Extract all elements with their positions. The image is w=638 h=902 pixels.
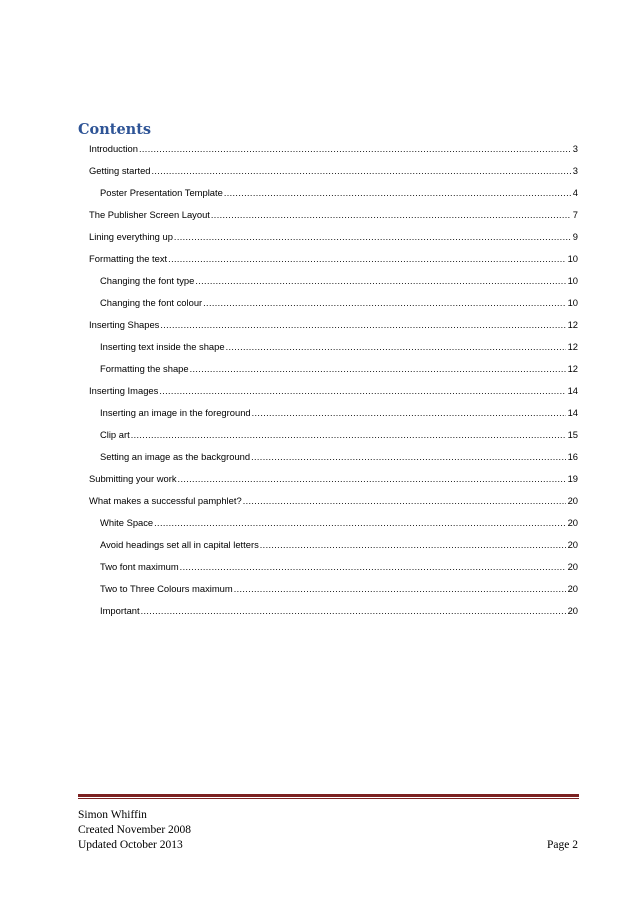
footer: [78, 808, 578, 853]
toc-entry[interactable]: [89, 405, 578, 427]
toc-leader-dots: [226, 339, 566, 355]
toc-entry-page: 3: [572, 143, 578, 154]
toc-entry-page: 7: [572, 209, 578, 220]
toc-leader-dots: [195, 273, 565, 289]
toc-entry-title: Submitting your work: [89, 473, 177, 484]
toc-entry-page: 10: [567, 275, 578, 286]
toc-entry-title: Clip art: [100, 429, 130, 440]
toc-entry-title: Changing the font type: [100, 275, 195, 286]
toc-entry-title: Two to Three Colours maximum: [100, 583, 233, 594]
footer-page-number: Page 2: [547, 839, 578, 851]
toc-entry[interactable]: [89, 537, 578, 559]
toc-entry-title: Poster Presentation Template: [100, 187, 223, 198]
toc-leader-dots: [159, 383, 565, 399]
toc-entry[interactable]: [89, 559, 578, 581]
toc-leader-dots: [224, 185, 571, 201]
footer-rule-thin: [78, 798, 579, 799]
toc-entry-page: 16: [567, 451, 578, 462]
toc-entry-title: What makes a successful pamphlet?: [89, 495, 242, 506]
toc-entry[interactable]: [89, 581, 578, 603]
toc-leader-dots: [251, 449, 565, 465]
toc-entry[interactable]: [89, 163, 578, 185]
toc-entry-page: 10: [567, 253, 578, 264]
toc-entry[interactable]: [89, 339, 578, 361]
toc-entry-page: 12: [567, 319, 578, 330]
toc-entry[interactable]: [89, 229, 578, 251]
toc-entry-page: 3: [572, 165, 578, 176]
toc-entry-page: 12: [567, 341, 578, 352]
toc-leader-dots: [260, 537, 566, 553]
toc-entry-page: 20: [567, 517, 578, 528]
toc-entry-page: 20: [567, 561, 578, 572]
toc-entry-page: 15: [567, 429, 578, 440]
toc-leader-dots: [141, 603, 566, 619]
toc-entry[interactable]: [89, 207, 578, 229]
toc-leader-dots: [243, 493, 566, 509]
toc-entry-page: 14: [567, 385, 578, 396]
toc-entry[interactable]: [89, 141, 578, 163]
toc-entry-title: Inserting Images: [89, 385, 159, 396]
toc-leader-dots: [154, 515, 565, 531]
toc-leader-dots: [234, 581, 566, 597]
toc-leader-dots: [131, 427, 566, 443]
toc-entry-title: Getting started: [89, 165, 151, 176]
toc-entry[interactable]: [89, 295, 578, 317]
toc-leader-dots: [139, 141, 571, 157]
toc-entry[interactable]: [89, 603, 578, 625]
toc-entry-page: 20: [567, 495, 578, 506]
toc-entry-page: 20: [567, 605, 578, 616]
toc-entry-title: Avoid headings set all in capital letters: [100, 539, 259, 550]
toc-leader-dots: [190, 361, 566, 377]
toc-leader-dots: [174, 229, 571, 245]
toc-leader-dots: [203, 295, 565, 311]
toc-entry-title: Introduction: [89, 143, 138, 154]
toc-entry-title: The Publisher Screen Layout: [89, 209, 210, 220]
toc-entry[interactable]: [89, 493, 578, 515]
footer-created: Created November 2008: [78, 824, 192, 836]
table-of-contents: [89, 141, 578, 625]
toc-entry[interactable]: [89, 515, 578, 537]
footer-rule-thick: [78, 794, 579, 797]
toc-entry-page: 19: [567, 473, 578, 484]
toc-entry-title: Formatting the text: [89, 253, 168, 264]
toc-leader-dots: [252, 405, 566, 421]
toc-entry[interactable]: [89, 251, 578, 273]
toc-entry-title: Setting an image as the background: [100, 451, 251, 462]
toc-entry-page: 9: [572, 231, 578, 242]
footer-author: Simon Whiffin: [78, 809, 147, 821]
toc-entry[interactable]: [89, 383, 578, 405]
toc-entry-page: 12: [567, 363, 578, 374]
toc-leader-dots: [178, 471, 566, 487]
toc-entry[interactable]: [89, 273, 578, 295]
toc-leader-dots: [168, 251, 565, 267]
toc-entry[interactable]: [89, 185, 578, 207]
toc-leader-dots: [211, 207, 571, 223]
toc-leader-dots: [160, 317, 565, 333]
toc-entry-page: 10: [567, 297, 578, 308]
toc-entry-title: Changing the font colour: [100, 297, 203, 308]
toc-entry[interactable]: [89, 427, 578, 449]
toc-entry[interactable]: [89, 361, 578, 383]
toc-entry[interactable]: [89, 449, 578, 471]
toc-entry[interactable]: [89, 471, 578, 493]
toc-entry-title: Formatting the shape: [100, 363, 189, 374]
toc-entry-page: 14: [567, 407, 578, 418]
toc-entry-title: Inserting text inside the shape: [100, 341, 225, 352]
toc-entry[interactable]: [89, 317, 578, 339]
toc-entry-page: 4: [572, 187, 578, 198]
toc-entry-title: Lining everything up: [89, 231, 173, 242]
toc-entry-title: Two font maximum: [100, 561, 179, 572]
toc-entry-title: Inserting an image in the foreground: [100, 407, 251, 418]
toc-entry-page: 20: [567, 539, 578, 550]
footer-updated: Updated October 2013: [78, 839, 183, 851]
toc-entry-title: Inserting Shapes: [89, 319, 160, 330]
toc-leader-dots: [180, 559, 566, 575]
toc-entry-page: 20: [567, 583, 578, 594]
toc-leader-dots: [152, 163, 571, 179]
toc-entry-title: White Space: [100, 517, 154, 528]
contents-heading: Contents: [78, 121, 152, 138]
toc-entry-title: Important: [100, 605, 140, 616]
